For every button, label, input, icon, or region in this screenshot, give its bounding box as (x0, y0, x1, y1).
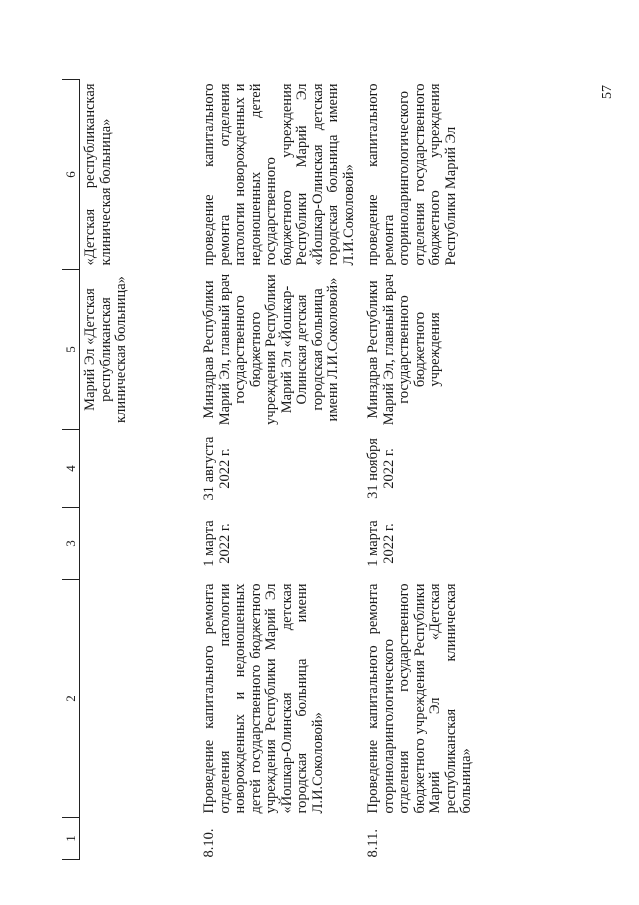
executor: Минздрав Республики Марий Эл, главный врач государственного бюджетного учреждения (365, 273, 443, 426)
row-number: 8.10. (201, 828, 217, 858)
start-date (80, 508, 200, 580)
table-row (80, 80, 200, 860)
event-name (80, 580, 200, 818)
event-name: Проведение капитального ремонта оториноларингологического отделения государственного бюджетного учреждения Республики Марий Эл «Детская республиканская клиническая больница» (365, 583, 474, 814)
row-number (80, 818, 200, 860)
plan-table (62, 79, 481, 860)
header-col-1: 1 (62, 818, 80, 860)
header-col-2: 2 (62, 580, 80, 818)
event-name: Проведение капитального ремонта отделения патологии новорожденных и недоношенных детей государственного бюджетного учреждения Республики Марий Эл «Йошкар-Олинская детская городская больница имени Л.И.Соколовой» (201, 583, 326, 814)
result: проведение капитального ремонта отделения патологии новорожденных и недоношенных детей государственного бюджетного учреждения Республики Марий Эл «Йошкар-Олинская детская городская больница имени Л.И.Соколовой» (201, 83, 357, 266)
start-date: 1 марта 2022 г. (365, 520, 397, 567)
header-col-4: 4 (62, 430, 80, 508)
end-date: 31 августа 2022 г. (201, 436, 233, 501)
header-row (62, 80, 80, 860)
table-row (199, 80, 363, 860)
executor: Марий Эл «Детская республиканская клиническая больница» (82, 276, 129, 423)
end-date (80, 430, 200, 508)
header-col-6: 6 (62, 80, 80, 270)
page-number: 57 (600, 85, 615, 99)
start-date: 1 марта 2022 г. (201, 520, 233, 567)
header-col-5: 5 (62, 270, 80, 430)
end-date: 31 ноября 2022 г. (365, 438, 397, 499)
header-col-3: 3 (62, 508, 80, 580)
table-row (363, 80, 481, 860)
result: проведение капитального ремонта оториноларингологического отделения государственного бюджетного учреждения Республики Марий Эл (365, 83, 459, 266)
row-number: 8.11. (365, 829, 381, 858)
executor: Минздрав Республики Марий Эл, главный врач государственного бюджетного учреждения Республики Марий Эл «Йошкар-Олинская детская городская больница имени Л.И.Соколовой» (201, 273, 341, 426)
rotated-page (62, 80, 582, 860)
result: «Детская республиканская клиническая больница» (82, 83, 114, 266)
